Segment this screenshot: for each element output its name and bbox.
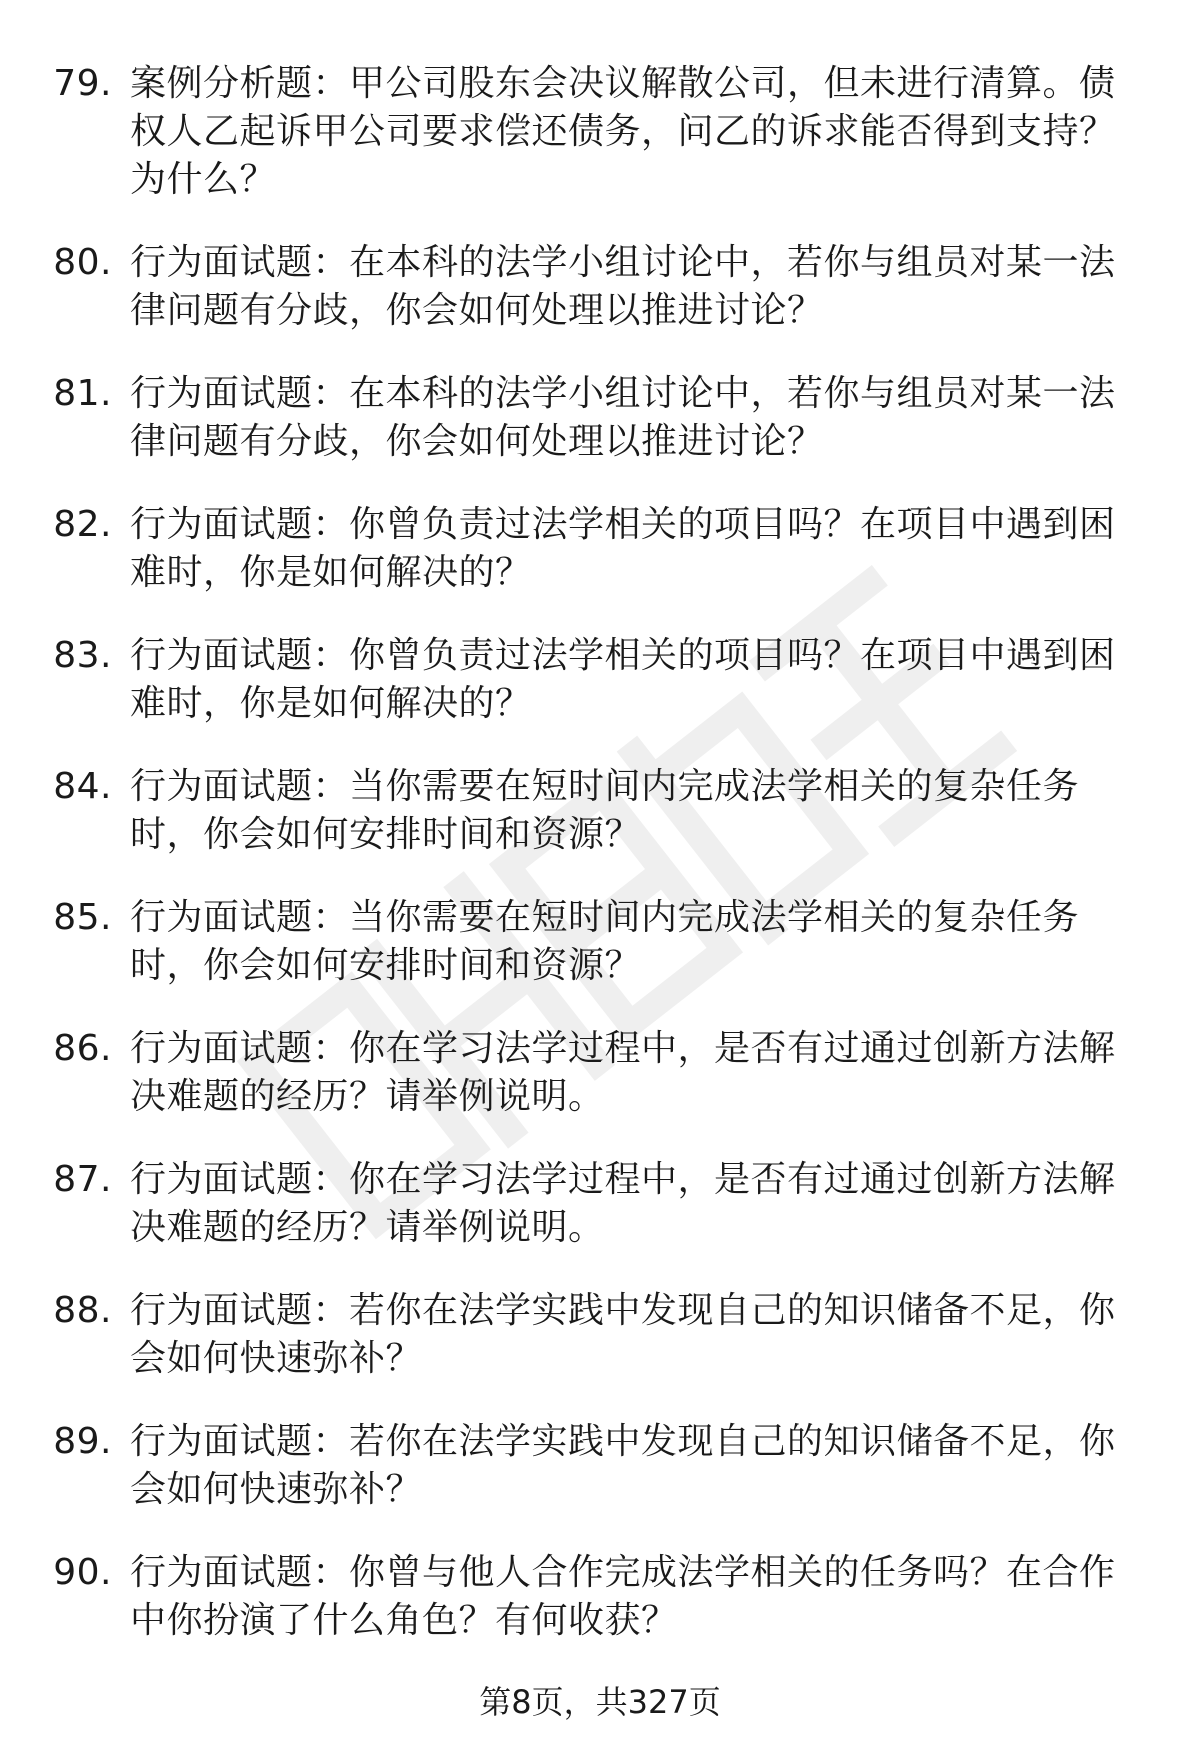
question-number: 90. xyxy=(53,1552,112,1593)
question-number: 81. xyxy=(53,373,112,414)
question-text: 行为面试题：在本科的法学小组讨论中，若你与组员对某一法律问题有分歧，你会如何处理以推进讨论？ xyxy=(130,373,1116,462)
question-list xyxy=(40,60,1150,1680)
question-item xyxy=(40,60,1150,204)
question-item xyxy=(40,1549,1150,1645)
question-item xyxy=(40,632,1150,728)
question-number: 84. xyxy=(53,766,112,807)
question-text: 行为面试题：当你需要在短时间内完成法学相关的复杂任务时，你会如何安排时间和资源？ xyxy=(130,897,1080,986)
question-item xyxy=(40,1418,1150,1514)
question-text: 行为面试题：若你在法学实践中发现自己的知识储备不足，你会如何快速弥补？ xyxy=(130,1290,1116,1379)
question-number: 88. xyxy=(53,1290,112,1331)
question-text: 行为面试题：你在学习法学过程中，是否有过通过创新方法解决难题的经历？请举例说明。 xyxy=(130,1028,1116,1117)
question-item xyxy=(40,501,1150,597)
question-text: 行为面试题：若你在法学实践中发现自己的知识储备不足，你会如何快速弥补？ xyxy=(130,1421,1116,1510)
question-number: 86. xyxy=(53,1028,112,1069)
question-text: 行为面试题：你曾与他人合作完成法学相关的任务吗？在合作中你扮演了什么角色？有何收获？ xyxy=(130,1552,1116,1641)
question-number: 79. xyxy=(53,63,112,104)
question-number: 83. xyxy=(53,635,112,676)
question-item xyxy=(40,894,1150,990)
question-item xyxy=(40,1156,1150,1252)
question-text: 行为面试题：当你需要在短时间内完成法学相关的复杂任务时，你会如何安排时间和资源？ xyxy=(130,766,1080,855)
question-number: 87. xyxy=(53,1159,112,1200)
question-item xyxy=(40,1025,1150,1121)
page-footer: 第8页，共327页 xyxy=(479,1683,721,1721)
question-item xyxy=(40,239,1150,335)
question-text: 行为面试题：你在学习法学过程中，是否有过通过创新方法解决难题的经历？请举例说明。 xyxy=(130,1159,1116,1248)
question-item xyxy=(40,763,1150,859)
question-number: 85. xyxy=(53,897,112,938)
question-number: 80. xyxy=(53,242,112,283)
question-text: 行为面试题：你曾负责过法学相关的项目吗？在项目中遇到困难时，你是如何解决的？ xyxy=(130,504,1116,593)
question-text: 案例分析题：甲公司股东会决议解散公司，但未进行清算。债权人乙起诉甲公司要求偿还债务，问乙的诉求能否得到支持？为什么？ xyxy=(130,63,1116,200)
question-number: 89. xyxy=(53,1421,112,1462)
question-text: 行为面试题：你曾负责过法学相关的项目吗？在项目中遇到困难时，你是如何解决的？ xyxy=(130,635,1116,724)
question-item xyxy=(40,370,1150,466)
question-text: 行为面试题：在本科的法学小组讨论中，若你与组员对某一法律问题有分歧，你会如何处理以推进讨论？ xyxy=(130,242,1116,331)
question-number: 82. xyxy=(53,504,112,545)
question-item xyxy=(40,1287,1150,1383)
